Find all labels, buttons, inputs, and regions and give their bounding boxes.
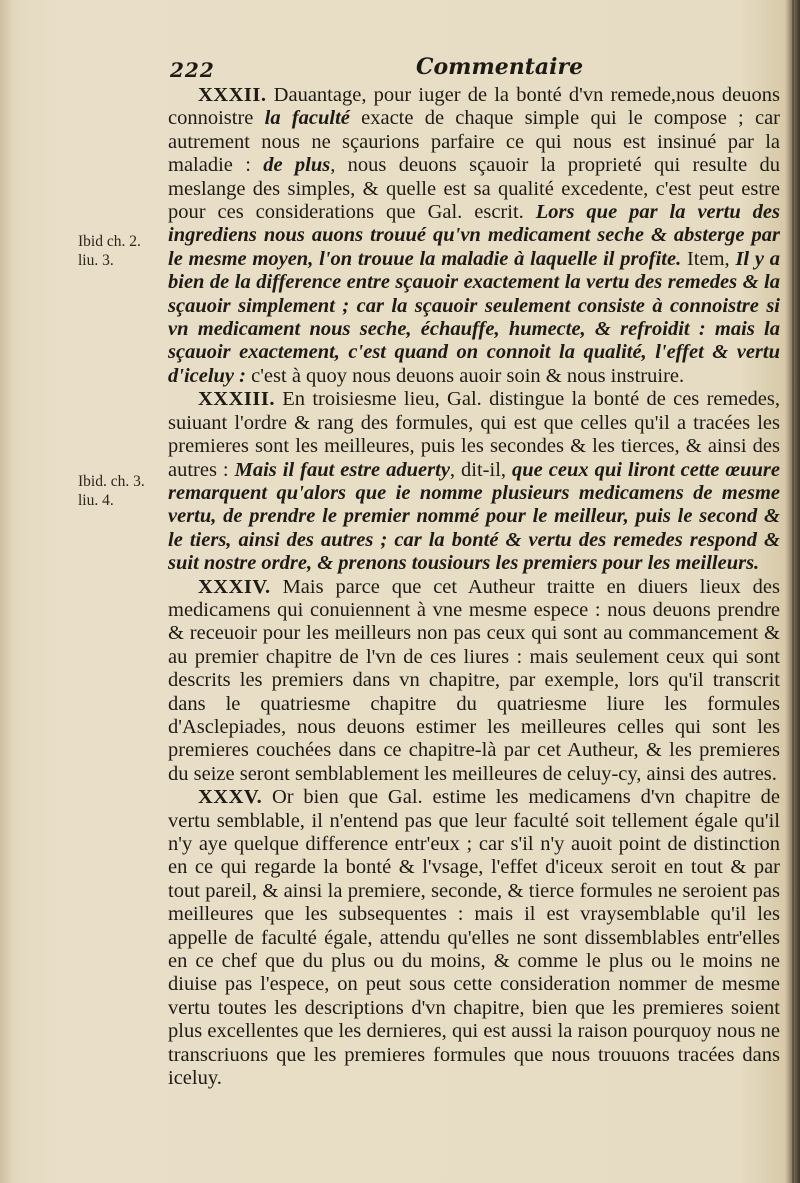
paragraph-xxxii bbox=[168, 84, 780, 388]
italic-quotation: Il y a bien de la difference entre sçauoir exactement la vertu des remedes & la sçauoir simplement ; car la sçauoir seulement consiste à connoistre si vn medicament nous seche, échauffe, humecte, & refroidit : mais la sçauoir exactement, c'est quand on connoit la qualité, l'effet & vertu d'iceluy : bbox=[168, 247, 780, 387]
paragraph-xxxv bbox=[168, 786, 780, 1090]
margin-note-1-line1: Ibid ch. 2. bbox=[78, 233, 141, 250]
text-segment: Dauantage, pour iuger de la bonté d'vn remede,nous deuons connoistre bbox=[168, 84, 780, 130]
paragraph-number: XXXIV. bbox=[198, 575, 271, 598]
text-segment: En troisiesme lieu, Gal. distingue la bonté de ces remedes, suiuant l'ordre & rang des formules, qui est que celles qu'il a tracées les premieres sont les meilleures, puis les secondes & les tierces, & ainsi des autres : bbox=[168, 388, 780, 481]
binding-shadow bbox=[792, 0, 794, 1183]
text-segment: Item, bbox=[681, 247, 736, 270]
text-segment: , dit-il, bbox=[449, 458, 513, 481]
text-segment: exacte de chaque simple qui le compose ; car autrement nous ne sçaurions parfaire ce qui nous est insinué par la maladie : bbox=[168, 107, 780, 177]
page-number: 222 bbox=[170, 58, 215, 82]
margin-note-1 bbox=[78, 232, 168, 270]
margin-note-1-line2: liu. 3. bbox=[78, 252, 114, 269]
paragraph-number: XXXIII. bbox=[198, 388, 275, 411]
text-segment: c'est à quoy nous deuons auoir soin & nous instruire. bbox=[246, 364, 685, 387]
page-header bbox=[168, 54, 778, 82]
body-text bbox=[168, 84, 780, 1090]
margin-note-2-line2: liu. 4. bbox=[78, 492, 114, 509]
italic-quotation: la faculté bbox=[264, 107, 350, 130]
paragraph-number: XXXII. bbox=[198, 84, 267, 106]
text-segment: Or bien que Gal. estime les medicamens d'vn chapitre de vertu semblable, il n'entend pas que leur faculté soit tellement égale qu'il n'y aye quelque difference entr'eux ; car s'il n'y auoit point de distinction en ce qui regarde la bonté & l'vsage, l'effet d'iceux seroit en tout & par tout pareil, & ainsi la premiere, seconde, & tierce formules ne seroient pas meilleures que les subsequentes : mais il est vraysemblable qu'il les appelle de faculté égale, attendu qu'elles ne sont dissemblables entr'elles en ce chef que du plus ou du moins, & comme le plus ou le moins ne diuise pas l'espece, on peut sous cette consideration nommer de mesme vertu toutes les descriptions d'vn chapitre, bien que les premieres soient plus excellentes que les dernieres, qui est aussi la raison pourquoy nous ne transcriuons que les premieres formules que nous trouuons tracées dans iceluy. bbox=[168, 786, 780, 1090]
margin-note-2 bbox=[78, 472, 168, 510]
running-title: Commentaire bbox=[416, 54, 584, 80]
italic-quotation: de plus bbox=[263, 154, 331, 177]
italic-quotation: Mais il faut estre aduerty bbox=[234, 458, 450, 481]
text-segment: Mais parce que cet Autheur traitte en diuers lieux des medicamens qui conuiennent à vne mesme espece : nous deuons prendre & receuoir pour les meilleurs non pas ceux qui sont au commancement & au premier chapitre de l'vn de ces liures : mais seulement ceux qui sont descrits les premiers dans vn chapitre, par exemple, lors qu'il transcrit dans le quatriesme chapitre du quatriesme liure les formules d'Asclepiades, nous deuons estimer les meilleures celles qui sont les premieres couchées dans ce chapitre-là par cet Autheur, & les premieres du seize seront semblablement les meilleures de celuy-cy, ainsi des autres. bbox=[168, 575, 780, 785]
paragraph-xxxiv bbox=[168, 576, 780, 787]
paragraph-xxxiii bbox=[168, 388, 780, 575]
italic-quotation: Lors que par la vertu des ingrediens nous auons trouué qu'vn medicament seche & absterge par le mesme moyen, l'on trouue la maladie à laquelle il profite. bbox=[168, 201, 780, 270]
paragraph-number: XXXV. bbox=[198, 786, 263, 809]
text-segment: , nous deuons sçauoir la proprieté qui resulte du meslange des simples, & quelle est sa qualité excedente, c'est peut estre pour ces considerations que Gal. escrit. bbox=[168, 154, 780, 224]
margin-note-2-line1: Ibid. ch. 3. bbox=[78, 473, 145, 490]
italic-quotation: que ceux qui liront cette œuure remarquent qu'alors que ie nomme plusieurs medicamens de mesme vertu, de prendre le premier nommé pour le meilleur, puis le second & le tiers, ainsi des autres ; car la bonté & vertu des remedes respond & suit nostre ordre, & prenons tousiours les premiers pour les meilleurs. bbox=[168, 458, 780, 575]
